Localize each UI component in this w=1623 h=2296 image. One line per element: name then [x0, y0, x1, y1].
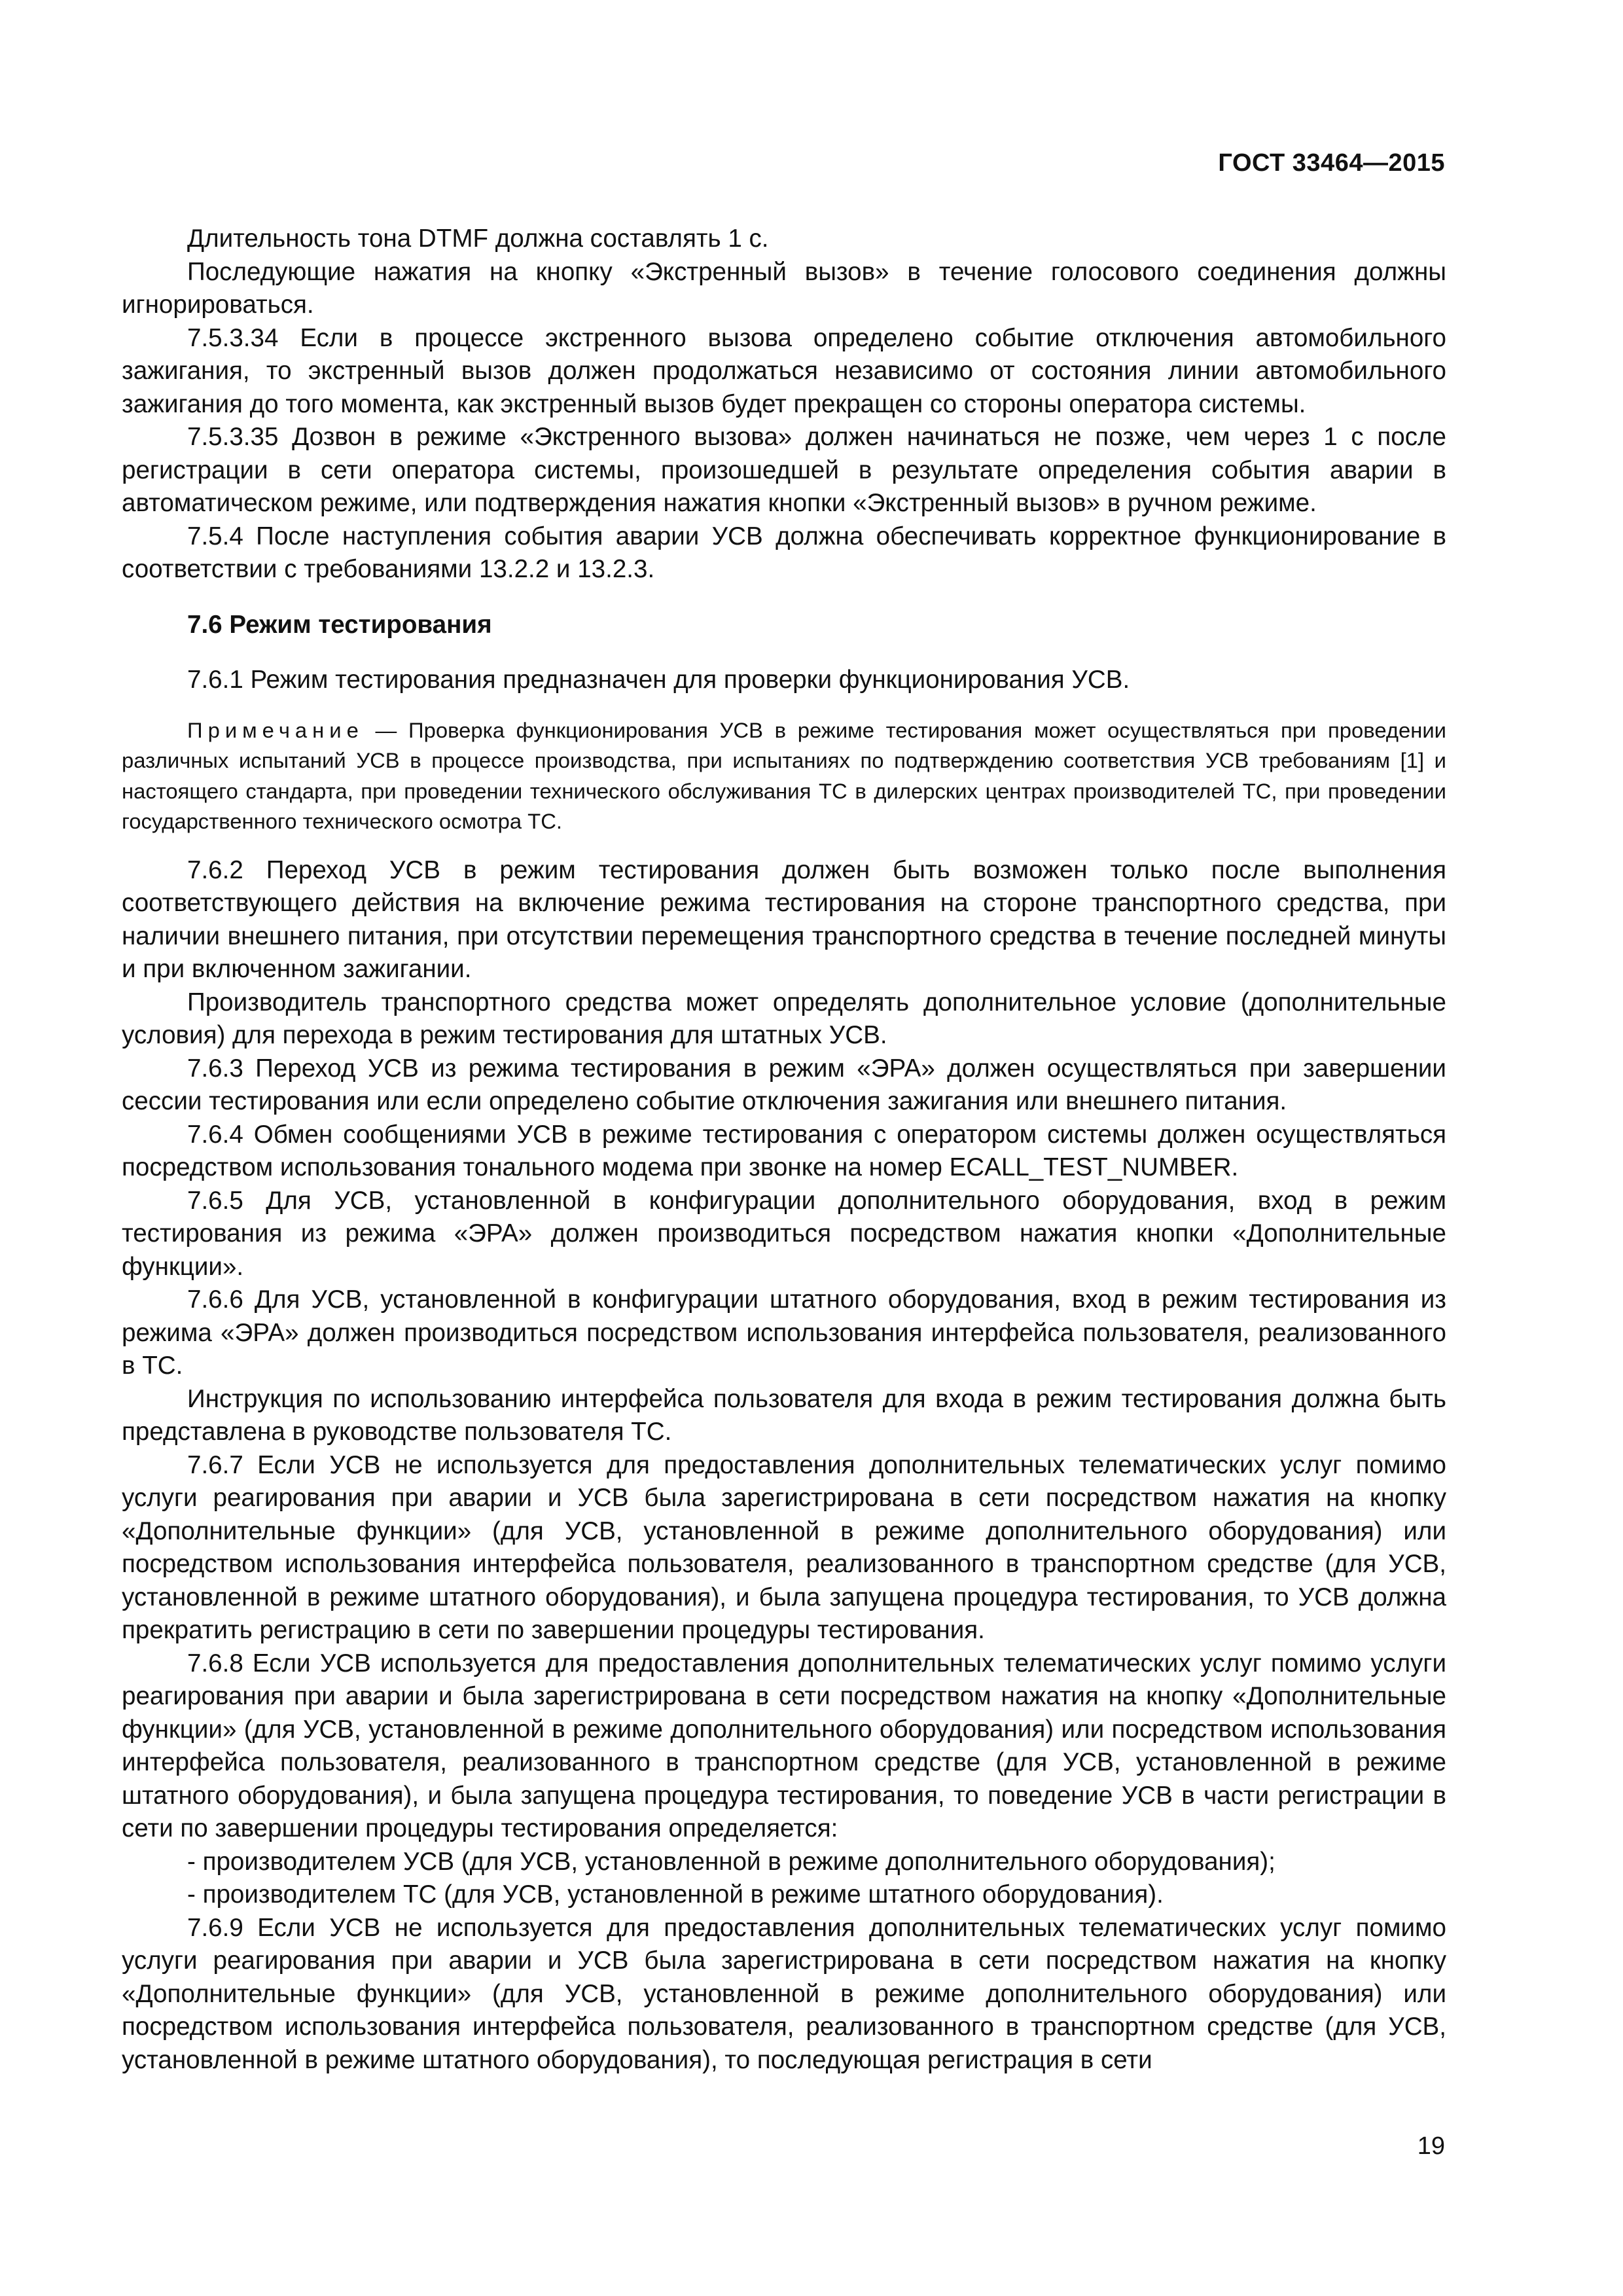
paragraph-7-6-2: 7.6.2 Переход УСВ в режим тестирования должен быть возможен только после выполнения соответствующего действия на включение режима тестирования на стороне транспортного средства, при наличии внешнего питания, при отсутствии перемещения транспортного средства в течение последней минуты и при включенном зажигании. — [122, 855, 1446, 983]
paragraph-7-6-9: 7.6.9 Если УСВ не используется для предоставления дополнительных телематических услуг помимо услуги реагирования при аварии и УСВ была зарегистрирована в сети посредством нажатия на кнопку «Дополнительные функции» (для УСВ, установленной в режиме дополнительного оборудования) или посредством использования интерфейса пользователя, реализованного в транспортном средстве (для УСВ, установленной в режиме штатного оборудования), то последующая регистрация в сети — [122, 1913, 1446, 2074]
paragraph-7-6-4: 7.6.4 Обмен сообщениями УСВ в режиме тестирования с оператором системы должен осуществляться посредством использования тонального модема при звонке на номер ECALL_TEST_NUMBER. — [122, 1120, 1446, 1181]
paragraph-7-5-4: 7.5.4 После наступления события аварии УСВ должна обеспечивать корректное функционирование в соответствии с требованиями 13.2.2 и 13.2.3. — [122, 522, 1446, 583]
note-block — [122, 715, 1446, 837]
list-item-usv-manufacturer: - производителем УСВ (для УСВ, установленной в режиме дополнительного оборудования); — [187, 1847, 1275, 1876]
note-text: — Проверка функционирования УСВ в режиме тестирования может осуществляться при проведении различных испытаний УСВ в процессе производства, при испытаниях по подтверждению соответствия УСВ требованиям [1] и настоящего стандарта, при проведении технического обслуживания ТС в дилерских центрах производителей ТС, при проведении государственного технического осмотра ТС. — [122, 717, 1446, 833]
document-header-standard: ГОСТ 33464—2015 — [1218, 149, 1445, 177]
paragraph-7-6-3: 7.6.3 Переход УСВ из режима тестирования в режим «ЭРА» должен осуществляться при завершении сессии тестирования или если определено событие отключения зажигания или внешнего питания. — [122, 1054, 1446, 1115]
paragraph-7-6-1: 7.6.1 Режим тестирования предназначен для проверки функционирования УСВ. — [187, 666, 1130, 694]
paragraph-7-6-6: 7.6.6 Для УСВ, установленной в конфигурации штатного оборудования, вход в режим тестирования из режима «ЭРА» должен производиться посредством использования интерфейса пользователя, реализованного в ТС. — [122, 1285, 1446, 1380]
paragraph-7-5-3-35: 7.5.3.35 Дозвон в режиме «Экстренного вызова» должен начинаться не позже, чем через 1 с после регистрации в сети оператора системы, произошедшей в результате определения события аварии в автоматическом режиме, или подтверждения нажатия кнопки «Экстренный вызов» в ручном режиме. — [122, 423, 1446, 517]
paragraph-subsequent-presses: Последующие нажатия на кнопку «Экстренный вызов» в течение голосового соединения должны игнорироваться. — [122, 257, 1446, 319]
paragraph-7-6-7: 7.6.7 Если УСВ не используется для предоставления дополнительных телематических услуг помимо услуги реагирования при аварии и УСВ была зарегистрирована в сети посредством нажатия на кнопку «Дополнительные функции» (для УСВ, установленной в режиме дополнительного оборудования) или посредством использования интерфейса пользователя, реализованного в транспортном средстве (для УСВ, установленной в режиме штатного оборудования), и была запущена процедура тестирования, то УСВ должна прекратить регистрацию в сети по завершении процедуры тестирования. — [122, 1450, 1446, 1644]
note-label: Примечание — [187, 717, 364, 742]
document-body — [122, 223, 1446, 2077]
page-number: 19 — [1417, 2132, 1445, 2160]
paragraph-7-6-5: 7.6.5 Для УСВ, установленной в конфигурации дополнительного оборудования, вход в режим тестирования из режима «ЭРА» должен производиться посредством нажатия кнопки «Дополнительные функции». — [122, 1186, 1446, 1281]
paragraph-user-interface-instruction: Инструкция по использованию интерфейса пользователя для входа в режим тестирования должна быть представлена в руководстве пользователя ТС. — [122, 1384, 1446, 1446]
list-item-vehicle-manufacturer: - производителем ТС (для УСВ, установленной в режиме штатного оборудования). — [187, 1880, 1164, 1909]
paragraph-7-6-8: 7.6.8 Если УСВ используется для предоставления дополнительных телематических услуг помимо услуги реагирования при аварии и была зарегистрирована в сети посредством нажатия на кнопку «Дополнительные функции» (для УСВ, установленной в режиме дополнительного оборудования) или посредством использования интерфейса пользователя, реализованного в транспортном средстве (для УСВ, установленной в режиме штатного оборудования), и была запущена процедура тестирования, то поведение УСВ в части регистрации в сети по завершении процедуры тестирования определяется: — [122, 1649, 1446, 1842]
paragraph-7-5-3-34: 7.5.3.34 Если в процессе экстренного вызова определено событие отключения автомобильного зажигания, то экстренный вызов должен продолжаться независимо от состояния линии автомобильного зажигания до того момента, как экстренный вызов будет прекращен со стороны оператора системы. — [122, 323, 1446, 418]
paragraph-dtmf-duration: Длительность тона DTMF должна составлять 1 с. — [187, 224, 769, 253]
paragraph-manufacturer-conditions: Производитель транспортного средства может определять дополнительное условие (дополнительные условия) для перехода в режим тестирования для штатных УСВ. — [122, 988, 1446, 1049]
section-title-7-6: 7.6 Режим тестирования — [187, 610, 492, 639]
